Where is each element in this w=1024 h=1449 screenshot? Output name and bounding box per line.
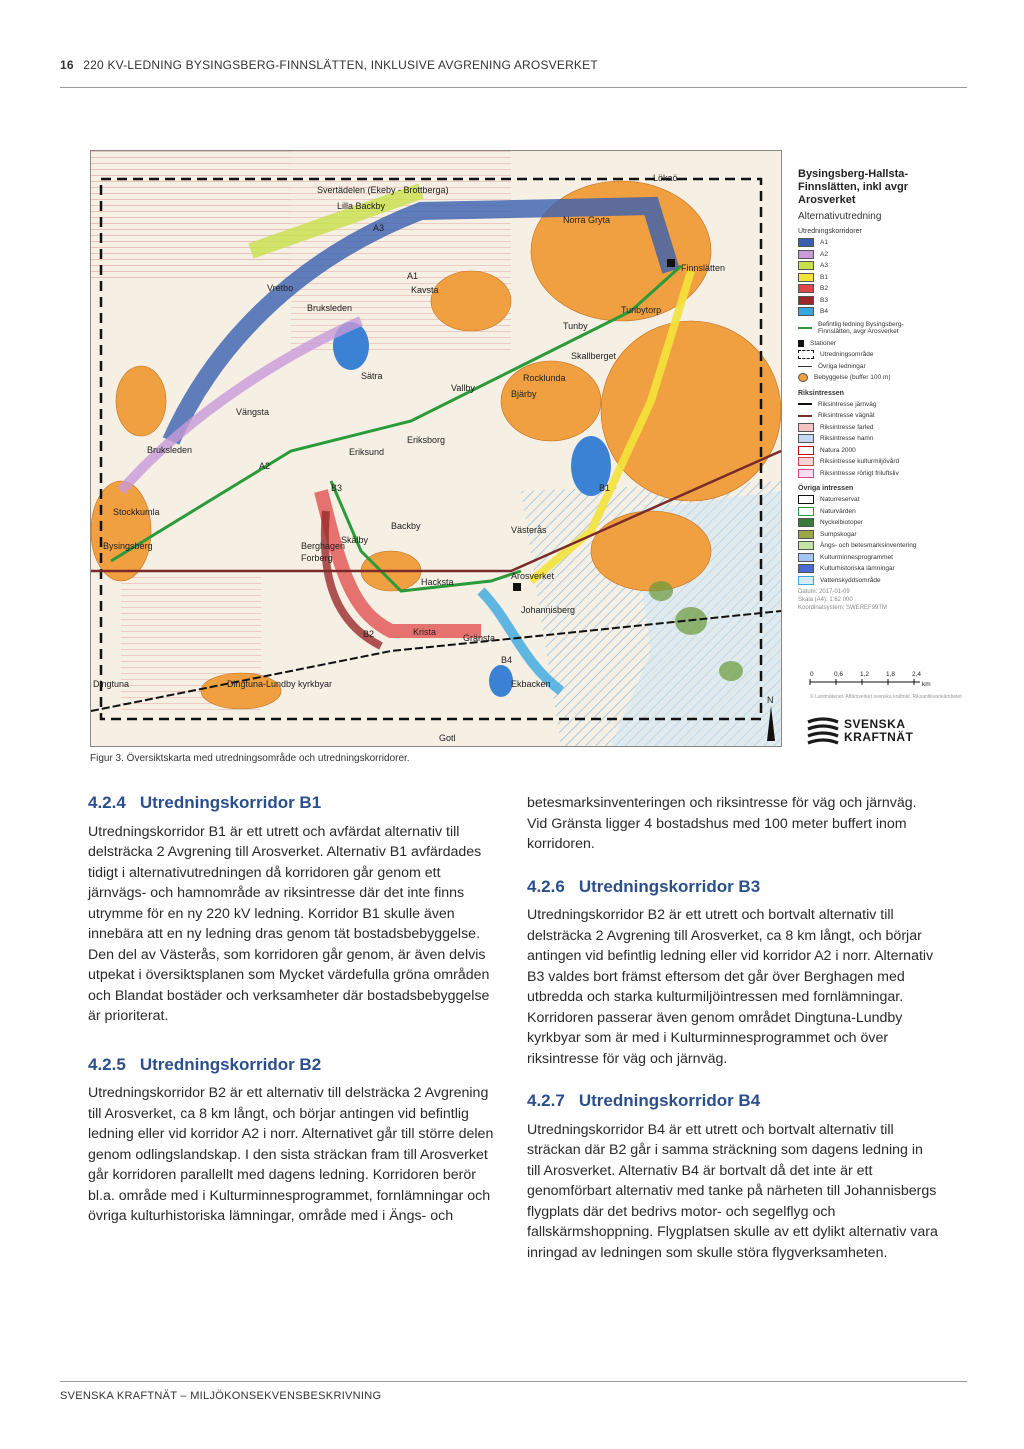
legend-corridors-heading: Utredningskorridorer — [798, 228, 862, 235]
legend-item — [782, 306, 934, 318]
logo-text — [844, 718, 913, 744]
legend-label: A1 — [820, 239, 828, 247]
legend-item — [782, 506, 934, 518]
legend-label: Ängs- och betesmarksinventering — [820, 542, 917, 550]
section-title: Utredningskorridor B1 — [139, 793, 322, 812]
page-header-title: 220 KV-LEDNING BYSINGSBERG-FINNSLÄTTEN, INKLUSIVE AVGRENING AROSVERKET — [83, 58, 598, 72]
legend-item — [782, 517, 934, 529]
logo-text-line: KRAFTNÄT — [844, 730, 914, 744]
legend-swatch — [798, 261, 814, 270]
legend-item — [782, 529, 934, 541]
legend-swatch — [798, 415, 812, 417]
legend-date: Datum: 2017-01-09 — [798, 589, 850, 595]
map-canvas — [91, 151, 781, 746]
legend-label: Riksintresse vägnät — [818, 412, 875, 420]
map-label: Berghagen — [301, 541, 346, 551]
section-heading-b4 — [527, 1091, 939, 1112]
map-label: B2 — [363, 629, 375, 639]
legend-label: Natura 2000 — [820, 446, 856, 454]
map-label: Rocklunda — [523, 373, 566, 383]
page-header — [60, 58, 598, 72]
legend-swatch — [798, 507, 814, 516]
legend-swatch — [798, 495, 814, 504]
logo-icon — [806, 716, 840, 746]
legend-swatch — [798, 340, 804, 347]
copyright-text: © Lantmäteriet. Affärsverket svenska kraftnät. Riksantikvarieämbetet — [810, 694, 962, 700]
legend-subtitle: Alternativutredning — [798, 211, 882, 222]
legend-swatch — [798, 469, 814, 478]
section-number: 4.2.5 — [88, 1054, 126, 1074]
svenska-kraftnat-logo — [806, 716, 926, 746]
legend-label: B4 — [820, 308, 828, 316]
legend-item — [782, 318, 934, 338]
left-column — [88, 793, 500, 1247]
legend-swatch — [798, 284, 814, 293]
map-label: A2 — [259, 461, 271, 471]
legend-item — [782, 349, 934, 361]
legend-swatch — [798, 434, 814, 443]
map-label: Västerås — [511, 525, 547, 535]
legend-other-list — [782, 318, 934, 384]
legend-ovriga-heading: Övriga intressen — [798, 485, 854, 492]
map-label: Arosverket — [511, 571, 555, 581]
legend-label: B1 — [820, 273, 828, 281]
legend-swatch — [798, 576, 814, 585]
legend-title: Bysingsberg-Hallsta-Finnslätten, inkl avgr Arosverket — [798, 168, 909, 206]
legend-swatch — [798, 296, 814, 305]
legend-swatch — [798, 373, 808, 382]
legend-label: Riksintresse kulturmiljövård — [820, 458, 900, 466]
scale-bar — [798, 668, 962, 709]
legend-label: Naturvärden — [820, 507, 856, 515]
scale-tick: 1,8 — [886, 671, 896, 678]
legend-label: Riksintresse farled — [820, 423, 874, 431]
legend-swatch — [798, 403, 812, 405]
header-divider — [60, 87, 967, 88]
legend-swatch — [798, 273, 814, 282]
legend-swatch — [798, 446, 814, 455]
legend-scale-text: Skala (A4): 1:62 000 — [798, 597, 853, 603]
legend-item — [782, 272, 934, 284]
map-label: Eriksborg — [407, 435, 446, 445]
map-label: Dingtuna-Lundby kyrkbyar — [227, 679, 333, 689]
map-label: Vretbo — [267, 283, 294, 293]
section-number: 4.2.6 — [527, 876, 565, 896]
scale-tick: 2,4 — [912, 671, 922, 678]
legend-swatch — [798, 307, 814, 316]
legend-swatch — [798, 350, 814, 359]
map-label: Skälby — [341, 535, 369, 545]
legend-item — [782, 283, 934, 295]
legend-swatch — [798, 553, 814, 562]
page-number: 16 — [60, 58, 74, 72]
map-label: Forberg — [301, 553, 333, 563]
legend-label: Riksintresse rörligt friluftsliv — [820, 469, 899, 477]
map-label: Dingtuna — [93, 679, 130, 689]
legend-swatch — [798, 238, 814, 247]
north-label: N — [767, 695, 774, 705]
section-heading-b2 — [88, 1055, 500, 1076]
legend-item — [782, 399, 934, 411]
map-label: Eriksund — [349, 447, 385, 457]
scale-tick: 1,2 — [860, 671, 870, 678]
legend-item — [782, 494, 934, 506]
legend-item — [782, 540, 934, 552]
section-heading-b1 — [88, 793, 500, 814]
map-label: Backby — [391, 521, 421, 531]
legend-corridor-list — [782, 237, 934, 318]
map-label: B4 — [501, 655, 513, 665]
legend-item — [782, 249, 934, 261]
legend-label: Vattenskyddsområde — [820, 576, 881, 584]
map-label: B3 — [331, 483, 343, 493]
section-text-b3: Utredningskorridor B2 är ett utrett och bortvalt alternativ till delsträcka 2 Avgrening till Arosverket, ca 8 km långt, och börjar antingen vid befintlig ledning eller vid korridor A2 i norr. Alternativ B3 valdes bort främst eftersom det går över Berghagen med utbredda och starka kulturmiljöintressen med fornlämningar. Korridoren passerar även genom området Dingtuna-Lundby kyrkbyar som är med i Kulturminnesprogrammet och över riksintresse för väg och järnväg. — [527, 907, 934, 1067]
legend-swatch — [798, 564, 814, 573]
map-label: Svertädelen (Ekeby - Brottberga) — [317, 185, 449, 195]
legend-item — [782, 468, 934, 480]
legend-swatch — [798, 423, 814, 432]
map-label: Sätra — [361, 371, 383, 381]
legend-riks-heading: Riksintressen — [798, 389, 844, 397]
legend-label: Riksintresse hamn — [820, 435, 874, 443]
section-number: 4.2.4 — [88, 793, 126, 812]
map-label: Ekbacken — [511, 679, 551, 689]
legend-label: Sumpskogar — [820, 530, 857, 538]
legend-riks-list — [782, 399, 934, 480]
legend-label: Naturreservat — [820, 496, 860, 504]
map-label: Vängsta — [236, 407, 270, 417]
scale-tick: 0,6 — [834, 671, 844, 678]
legend-label: Övriga ledningar — [818, 362, 866, 370]
map-legend — [782, 150, 934, 745]
legend-item — [782, 575, 934, 587]
legend-swatch — [798, 530, 814, 539]
legend-label: A2 — [820, 250, 828, 258]
legend-label: A3 — [820, 262, 828, 270]
legend-item — [782, 563, 934, 575]
map-label: Norra Gryta — [563, 215, 611, 225]
map-label: Krista — [413, 627, 437, 637]
legend-item — [782, 361, 934, 373]
legend-swatch — [798, 518, 814, 527]
legend-item — [782, 295, 934, 307]
section-title: Utredningskorridor B2 — [139, 1054, 322, 1074]
legend-item — [782, 422, 934, 434]
legend-swatch — [798, 366, 812, 367]
page-footer: SVENSKA KRAFTNÄT – MILJÖKONSEKVENSBESKRIVNING — [60, 1390, 382, 1402]
map-label: A3 — [373, 223, 385, 233]
section-text-b2-continued: betesmarksinventeringen och riksintresse för väg och järnväg. Vid Gränsta ligger 4 bostadshus med 100 meter buffert inom korridoren. — [527, 795, 917, 852]
section-heading-b3 — [527, 877, 939, 898]
legend-item — [782, 237, 934, 249]
legend-item — [782, 338, 934, 350]
overview-map — [90, 150, 782, 747]
legend-ovriga-list — [782, 494, 934, 586]
map-label: Kavsta — [411, 285, 439, 295]
legend-item — [782, 410, 934, 422]
legend-label: Utredningsområde — [820, 351, 874, 359]
legend-swatch — [798, 541, 814, 550]
map-label: Bjärby — [511, 389, 537, 399]
logo-text-line: SVENSKA — [844, 717, 906, 731]
map-label: A1 — [407, 271, 419, 281]
map-label: Gotl — [439, 733, 456, 743]
map-label: Bruksleden — [147, 445, 193, 455]
legend-label: B3 — [820, 296, 828, 304]
legend-item — [782, 260, 934, 272]
section-title: Utredningskorridor B3 — [578, 876, 761, 896]
legend-label: Stationer — [810, 339, 837, 347]
legend-item — [782, 372, 934, 384]
legend-swatch — [798, 457, 814, 466]
legend-label: B2 — [820, 285, 828, 293]
map-label: Skallberget — [571, 351, 617, 361]
legend-item — [782, 433, 934, 445]
map-label: Gränsta — [463, 633, 496, 643]
legend-item — [782, 445, 934, 457]
map-label: Bruksleden — [307, 303, 353, 313]
section-number: 4.2.7 — [527, 1091, 565, 1110]
right-column — [527, 793, 939, 1283]
section-title: Utredningskorridor B4 — [578, 1091, 761, 1110]
legend-swatch — [798, 250, 814, 259]
legend-label: Kulturhistoriska lämningar — [820, 565, 895, 573]
map-label: Lökaö — [653, 173, 678, 183]
footer-divider — [60, 1381, 967, 1382]
map-label: Stockkumla — [113, 507, 160, 517]
legend-label: Nyckelbiotoper — [820, 519, 863, 527]
legend-item — [782, 552, 934, 564]
map-label: B1 — [599, 483, 611, 493]
map-label: Lilla Backby — [337, 201, 386, 211]
map-label: Johannisberg — [521, 605, 576, 615]
legend-crs: Koordinatsystem: SWEREF99TM — [798, 605, 888, 611]
map-label: Finnslätten — [681, 263, 726, 273]
legend-label: Bebyggelse (buffer 100 m) — [814, 374, 891, 382]
legend-label: Riksintresse järnväg — [818, 400, 877, 408]
map-label: Tunbytorp — [621, 305, 662, 315]
section-text-b2: Utredningskorridor B2 är ett alternativ till delsträcka 2 Avgrening till Arosverket, ca 8 km långt, och börjar antingen vid befintlig ledning eller vid korridor A2 i norr. Alternativet går till större delen genom odlingslandskap. I den sista sträckan fram till Arosverket går korridoren parallellt med dagens ledning. Korridoren berör bl.a. område med i Kulturminnesprogrammet, fornlämningar och övriga kulturhistoriska lämningar, område med i Ängs- och — [88, 1085, 494, 1224]
legend-item — [782, 456, 934, 468]
scale-unit: km — [922, 681, 931, 688]
scale-tick: 0 — [810, 671, 814, 678]
map-label: Tunby — [563, 321, 588, 331]
legend-meta — [782, 586, 934, 612]
legend-swatch — [798, 327, 812, 329]
map-label: Hacksta — [421, 577, 454, 587]
section-text-b1: Utredningskorridor B1 är ett utrett och avfärdat alternativ till delsträcka 2 Avgrening till Arosverket. Alternativ B1 avfärdades tidigt i alternativutredningen då korridoren går genom ett järnvägs- och hamnområde av riksintresse där det inte finns utrymme för en ny 220 kV ledning. Korridor B1 skulle även innebära att en ny ledning dras genom tät bostadsbebyggelse. Den del av Västerås, som korridoren går genom, är även delvis utpekat i översiktsplanen som Mycket värdefulla gröna områden och Blandat bostäder och verksamheter där bostadsbebyggelse är prioriterat. — [88, 823, 490, 1024]
map-label: Bysingsberg — [103, 541, 153, 551]
figure-caption: Figur 3. Översiktskarta med utredningsområde och utredningskorridorer. — [90, 753, 410, 764]
legend-label: Kulturminnesprogrammet — [820, 553, 893, 561]
legend-label: Befintlig ledning Bysingsberg-Finnslätten, avgr Arosverket — [818, 320, 904, 335]
section-text-b4: Utredningskorridor B4 är ett utrett och bortvalt alternativ till sträckan där B2 går i samma sträckning som dagens ledning in till Arosverket. Alternativ B4 är bortvalt då det inte är ett genomförbart alternativ med tanke på närheten till Johannisbergs flygplats där det bedrivs motor- och segelflyg och fallskärmshoppning. Flygplatsen skulle av ett dylikt alternativ vara inringad av ledningen som skulle störa flygverksamheten. — [527, 1121, 938, 1261]
map-label: Vallby — [451, 383, 475, 393]
